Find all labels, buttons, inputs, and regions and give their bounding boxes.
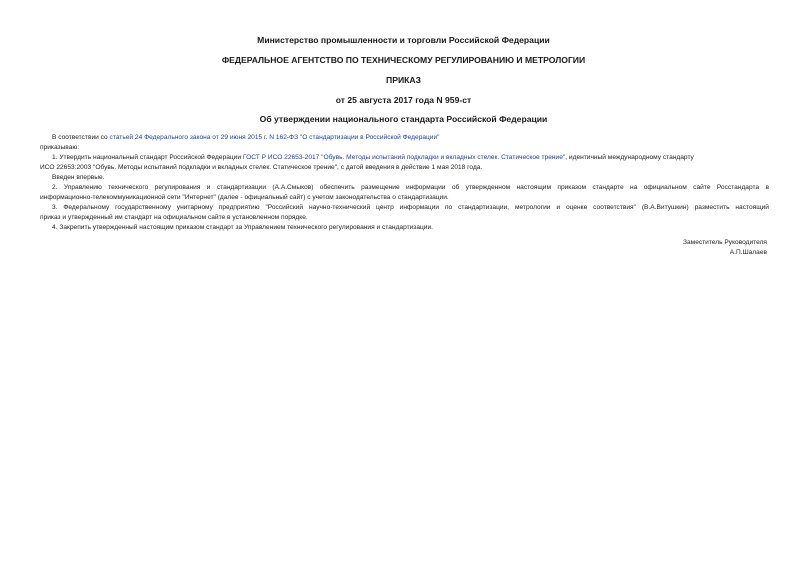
item-1-prefix: 1. Утвердить национальный стандарт Российской Федерации	[52, 154, 243, 161]
document-type-heading: ПРИКАЗ	[386, 75, 421, 85]
gost-standard-link[interactable]: ГОСТ Р ИСО 22653-2017 "Обувь. Методы испытаний подкладки и вкладных стелек. Статическое трение"	[242, 154, 566, 161]
order-word: приказываю:	[40, 144, 80, 151]
item-1-line-1	[40, 153, 769, 163]
item-2-line-1: 2. Управлению технического регулирования и стандартизации (А.А.Смыков) обеспечить размещение информации об утвержденном настоящим приказом стандарте на официальном сайте Росстандарта в	[52, 184, 769, 191]
document-date-number: от 25 августа 2017 года N 959-ст	[335, 95, 472, 105]
document-body	[40, 133, 769, 233]
item-2-line-2: информационно-телекоммуникационной сети "Интернет" (далее - официальный сайт) с учетом законодательства о стандартизации.	[40, 194, 449, 201]
preamble-line	[40, 133, 769, 143]
ministry-heading: Министерство промышленности и торговли Российской Федерации	[257, 35, 550, 45]
introduced-note: Введен впервые.	[52, 174, 105, 181]
agency-heading: ФЕДЕРАЛЬНОЕ АГЕНТСТВО ПО ТЕХНИЧЕСКОМУ РЕГУЛИРОВАНИЮ И МЕТРОЛОГИИ	[221, 55, 586, 65]
document-subject: Об утверждении национального стандарта Российской Федерации	[259, 114, 548, 124]
signature-name: А.П.Шалаев	[729, 249, 767, 256]
item-1-line-2: ИСО 22653:2003 "Обувь. Методы испытаний подкладки и вкладных стелек. Статическое трение", с датой введения в действие 1 мая 2018 года.	[40, 164, 483, 171]
item-4: 4. Закрепить утвержденный настоящим приказом стандарт за Управлением технического регулирования и стандартизации.	[52, 224, 433, 231]
signature-position: Заместитель Руководителя	[683, 239, 767, 246]
federal-law-link[interactable]: статьей 24 Федерального закона от 29 июня 2015 г. N 162-ФЗ "О стандартизации в Российской Федерации"	[109, 134, 440, 141]
item-3-line-1: 3. Федеральному государственному унитарному предприятию "Российский научно-технический центр информации по стандартизации, метрологии и оценке соответствия" (В.А.Витушкин) разместить настоящий	[52, 204, 769, 211]
preamble-prefix: В соответствии со	[52, 134, 110, 141]
item-1-suffix: , идентичный международному стандарту	[565, 154, 694, 161]
item-3-line-2: приказ и утвержденный им стандарт на официальном сайте в установленном порядке.	[40, 214, 308, 221]
